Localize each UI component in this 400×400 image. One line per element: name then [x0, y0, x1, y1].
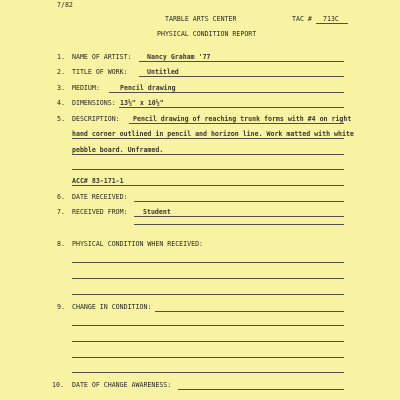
condition-received-line-3 — [72, 294, 344, 295]
accession-number: ACC# 83-171-1 — [72, 177, 124, 185]
description-underline-1 — [129, 123, 344, 124]
description-line-1: Pencil drawing of reaching trunk forms with #4 on right — [133, 115, 352, 123]
change-condition-line-1 — [155, 311, 344, 312]
field-date-received-line — [134, 201, 344, 202]
field-date-change-line — [178, 389, 344, 390]
field-title-label: TITLE OF WORK: — [72, 68, 128, 76]
field-medium-line — [109, 92, 344, 93]
field-dimensions-label: DIMENSIONS: — [72, 99, 116, 107]
field-received-from-line — [134, 216, 344, 217]
field-medium-label: MEDIUM: — [72, 84, 100, 92]
field-description-label: DESCRIPTION: — [72, 115, 120, 123]
field-date-change-label: DATE OF CHANGE AWARENESS: — [72, 381, 172, 389]
field-2-number: 2. — [57, 68, 65, 76]
field-6-number: 6. — [57, 193, 65, 201]
form-title: PHYSICAL CONDITION REPORT — [157, 30, 257, 38]
field-7-number: 7. — [57, 208, 65, 216]
tac-number: 713C — [323, 15, 339, 23]
field-received-from-value: Student — [143, 208, 171, 216]
field-artist-value: Nancy Graham '77 — [147, 53, 211, 61]
change-condition-line-5 — [72, 372, 344, 373]
field-10-number: 10. — [52, 381, 64, 389]
description-underline-3 — [72, 154, 344, 155]
field-dimensions-value: 13½" x 10½" — [120, 99, 164, 107]
field-received-from-line-2 — [134, 224, 344, 225]
tac-underline — [316, 23, 348, 24]
field-title-value: Untitled — [147, 68, 179, 76]
accession-underline — [72, 185, 344, 186]
field-1-number: 1. — [57, 53, 65, 61]
change-condition-line-3 — [72, 341, 344, 342]
tac-label: TAC # — [292, 15, 312, 23]
field-change-condition-label: CHANGE IN CONDITION: — [72, 303, 152, 311]
description-line-3: pebble board. Unframed. — [72, 146, 164, 154]
description-underline-4 — [72, 169, 344, 170]
field-artist-line — [139, 61, 344, 62]
change-condition-line-2 — [72, 325, 344, 326]
field-artist-label: NAME OF ARTIST: — [72, 53, 132, 61]
field-5-number: 5. — [57, 115, 65, 123]
condition-received-line-1 — [72, 262, 344, 263]
condition-received-line-2 — [72, 278, 344, 279]
field-8-number: 8. — [57, 240, 65, 248]
field-received-from-label: RECEIVED FROM: — [72, 208, 128, 216]
field-dimensions-line — [119, 107, 344, 108]
description-line-2: hand corner outlined in pencil and horizon line. Work matted with white — [72, 130, 354, 138]
field-medium-value: Pencil drawing — [120, 84, 176, 92]
field-4-number: 4. — [57, 99, 65, 107]
field-9-number: 9. — [57, 303, 65, 311]
report-date: 7/82 — [57, 1, 73, 9]
description-underline-2 — [72, 138, 344, 139]
org-name: TARBLE ARTS CENTER — [165, 15, 237, 23]
field-title-line — [139, 76, 344, 77]
field-3-number: 3. — [57, 84, 65, 92]
change-condition-line-4 — [72, 357, 344, 358]
field-condition-received-label: PHYSICAL CONDITION WHEN RECEIVED: — [72, 240, 204, 248]
field-date-received-label: DATE RECEIVED: — [72, 193, 128, 201]
